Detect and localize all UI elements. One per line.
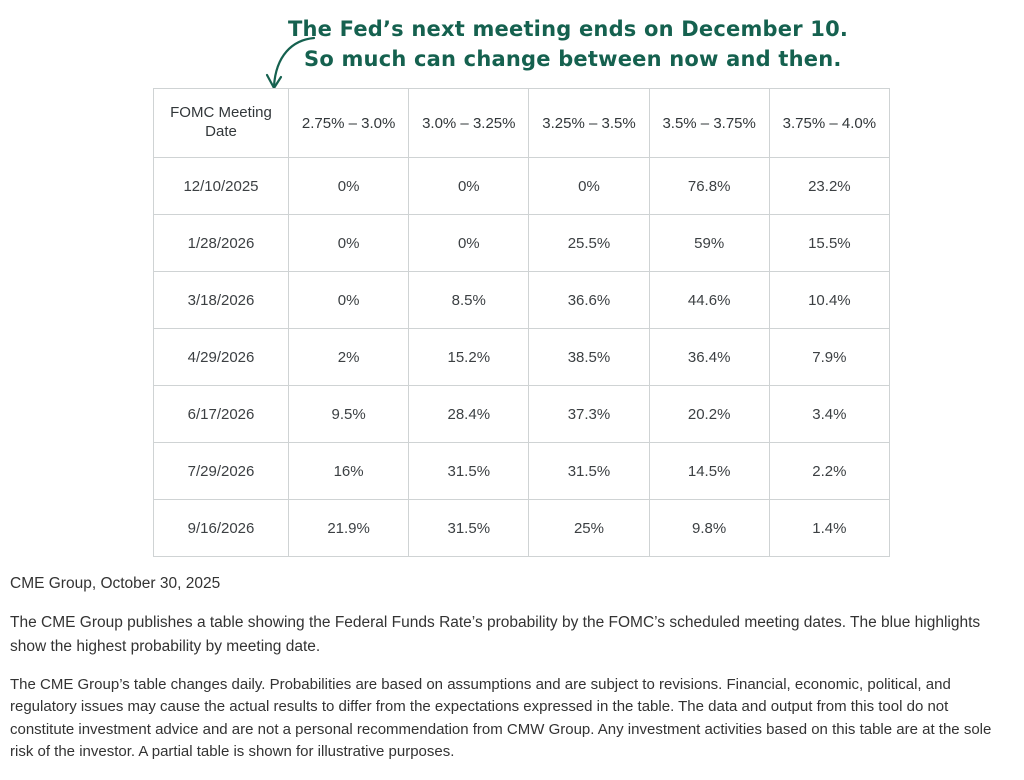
cell-value: 0%	[529, 158, 649, 215]
cell-value: 36.4%	[649, 329, 769, 386]
row-date: 12/10/2025	[154, 158, 289, 215]
curved-arrow-icon	[262, 34, 322, 96]
cell-value: 21.9%	[289, 500, 409, 557]
corner-header: FOMC Meeting Date	[154, 89, 289, 158]
cell-value: 9.5%	[289, 386, 409, 443]
cell-value: 7.9%	[769, 329, 889, 386]
cell-value: 31.5%	[409, 443, 529, 500]
row-date: 7/29/2026	[154, 443, 289, 500]
table-header-row	[154, 89, 890, 158]
cell-value: 2%	[289, 329, 409, 386]
cell-value: 2.2%	[769, 443, 889, 500]
row-date: 4/29/2026	[154, 329, 289, 386]
note-paragraph-2: The CME Group’s table changes daily. Probabilities are based on assumptions and are subject to revisions. Financial, economic, political, and regulatory issues may cause the actual results to differ from the expectations expressed in the table. The data and output from this tool do not constitute investment advice and are not a personal recommendation from CMW Group. Any investment activities based on this table are at the sole risk of the investor. A partial table is shown for illustrative purposes.	[10, 675, 992, 761]
row-date: 9/16/2026	[154, 500, 289, 557]
fomc-probability-table	[153, 88, 890, 557]
cell-value: 31.5%	[529, 443, 649, 500]
cell-value: 25%	[529, 500, 649, 557]
row-date: 1/28/2026	[154, 215, 289, 272]
cell-value: 16%	[289, 443, 409, 500]
column-header: 3.5% – 3.75%	[649, 89, 769, 158]
column-header: 2.75% – 3.0%	[289, 89, 409, 158]
column-header: 3.75% – 4.0%	[769, 89, 889, 158]
table-row	[154, 443, 890, 500]
cell-value: 0%	[289, 272, 409, 329]
cell-value: 0%	[289, 158, 409, 215]
cell-value: 3.4%	[769, 386, 889, 443]
cell-value: 44.6%	[649, 272, 769, 329]
cell-value: 8.5%	[409, 272, 529, 329]
cell-value: 1.4%	[769, 500, 889, 557]
cell-value: 0%	[409, 158, 529, 215]
cell-value: 23.2%	[769, 158, 889, 215]
cell-value: 0%	[409, 215, 529, 272]
column-header: 3.0% – 3.25%	[409, 89, 529, 158]
cell-value: 37.3%	[529, 386, 649, 443]
table-row	[154, 272, 890, 329]
table-row	[154, 158, 890, 215]
callout-annotation	[288, 14, 988, 75]
cell-value: 10.4%	[769, 272, 889, 329]
table-row	[154, 329, 890, 386]
cell-value: 38.5%	[529, 329, 649, 386]
cell-value: 14.5%	[649, 443, 769, 500]
annotation-line-2: So much can change between now and then.	[304, 47, 842, 72]
table-row	[154, 500, 890, 557]
cell-value: 15.5%	[769, 215, 889, 272]
cell-value: 59%	[649, 215, 769, 272]
source-line: CME Group, October 30, 2025	[10, 575, 221, 592]
cell-value: 28.4%	[409, 386, 529, 443]
annotation-line-1: The Fed’s next meeting ends on December 10.	[288, 17, 849, 41]
note-paragraph-1: The CME Group publishes a table showing the Federal Funds Rate’s probability by the FOMC’s scheduled meeting dates. The blue highlights show the highest probability by meeting date.	[10, 614, 981, 655]
cell-value: 36.6%	[529, 272, 649, 329]
row-date: 6/17/2026	[154, 386, 289, 443]
cell-value: 0%	[289, 215, 409, 272]
footnotes	[10, 572, 1014, 780]
cell-value: 76.8%	[649, 158, 769, 215]
cell-value: 25.5%	[529, 215, 649, 272]
table-row	[154, 215, 890, 272]
column-header: 3.25% – 3.5%	[529, 89, 649, 158]
table-row	[154, 386, 890, 443]
cell-value: 15.2%	[409, 329, 529, 386]
cell-value: 9.8%	[649, 500, 769, 557]
cell-value: 31.5%	[409, 500, 529, 557]
row-date: 3/18/2026	[154, 272, 289, 329]
cell-value: 20.2%	[649, 386, 769, 443]
